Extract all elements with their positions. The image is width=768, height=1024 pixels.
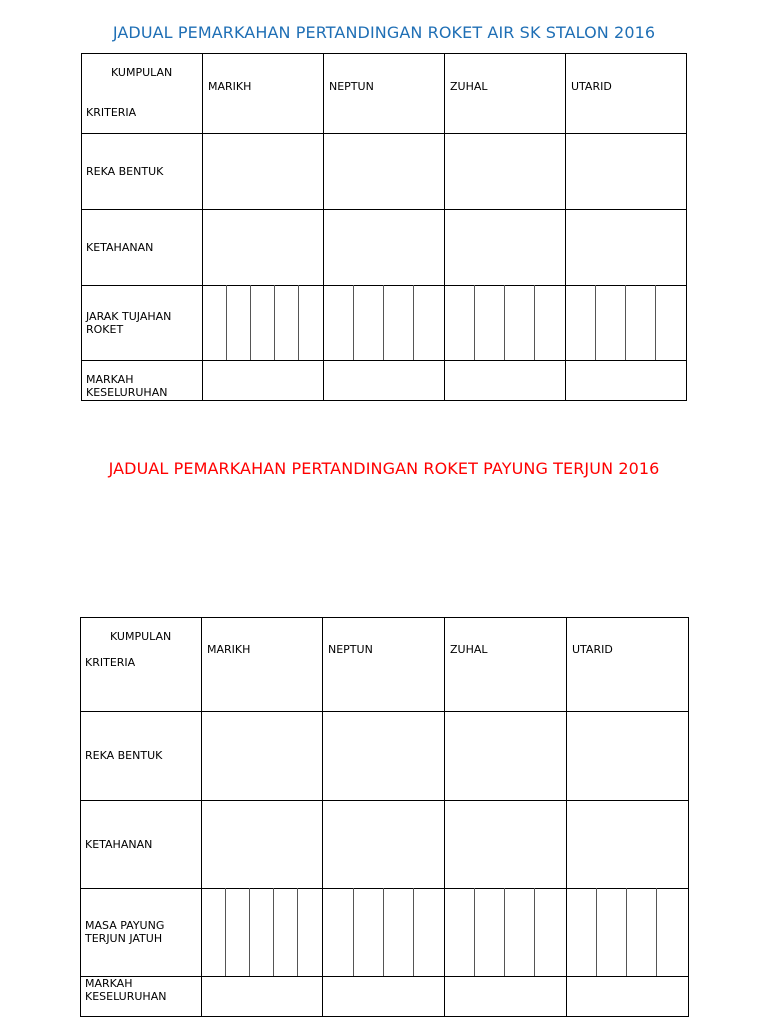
score-subcell-border: [626, 888, 627, 976]
table-column-border: [323, 53, 324, 401]
table-column-border: [80, 617, 81, 1017]
table-column-border: [81, 53, 82, 401]
score-subcell-border: [625, 285, 626, 360]
table2-title: JADUAL PEMARKAHAN PERTANDINGAN ROKET PAYUNG TERJUN 2016: [108, 459, 660, 478]
score-subcell-border: [504, 285, 505, 360]
table-row-border: [80, 888, 689, 889]
table-row-border: [80, 1016, 689, 1017]
score-subcell-border: [595, 285, 596, 360]
header-group-label: KUMPULAN: [110, 630, 172, 643]
score-subcell-border: [413, 285, 414, 360]
criteria-label-3: JARAK TUJAHAN ROKET: [86, 310, 172, 336]
team-header-neptun: NEPTUN: [328, 643, 373, 656]
team-header-zuhal: ZUHAL: [450, 643, 488, 656]
header-criteria-label: KRITERIA: [86, 106, 137, 119]
table-row-border: [81, 133, 687, 134]
table-column-border: [322, 617, 323, 1017]
table-row-border: [81, 360, 687, 361]
table1-title: JADUAL PEMARKAHAN PERTANDINGAN ROKET AIR SK STALON 2016: [112, 23, 656, 42]
score-subcell-border: [655, 285, 656, 360]
table-column-border: [686, 53, 687, 401]
score-subcell-border: [596, 888, 597, 976]
score-subcell-border: [274, 285, 275, 360]
score-subcell-border: [474, 888, 475, 976]
table-column-border: [566, 617, 567, 1017]
table-row-border: [80, 800, 689, 801]
criteria-label-3: MASA PAYUNG TERJUN JATUH: [85, 919, 165, 945]
score-subcell-border: [504, 888, 505, 976]
score-subcell-border: [353, 285, 354, 360]
table-column-border: [444, 617, 445, 1017]
table-row-border: [81, 209, 687, 210]
team-header-marikh: MARIKH: [208, 80, 252, 93]
table-column-border: [201, 617, 202, 1017]
criteria-label-4: MARKAH KESELURUHAN: [86, 373, 168, 399]
criteria-label-2: KETAHANAN: [86, 241, 154, 254]
score-subcell-border: [249, 888, 250, 976]
score-subcell-border: [383, 285, 384, 360]
score-subcell-border: [226, 285, 227, 360]
team-header-neptun: NEPTUN: [329, 80, 374, 93]
table-column-border: [565, 53, 566, 401]
criteria-label-4: MARKAH KESELURUHAN: [85, 977, 167, 1003]
team-header-zuhal: ZUHAL: [450, 80, 488, 93]
score-subcell-border: [534, 888, 535, 976]
team-header-utarid: UTARID: [572, 643, 613, 656]
score-subcell-border: [656, 888, 657, 976]
score-subcell-border: [353, 888, 354, 976]
criteria-label-1: REKA BENTUK: [85, 749, 163, 762]
table-row-border: [80, 617, 689, 618]
table-column-border: [444, 53, 445, 401]
team-header-utarid: UTARID: [571, 80, 612, 93]
team-header-marikh: MARIKH: [207, 643, 251, 656]
criteria-label-2: KETAHANAN: [85, 838, 153, 851]
table-row-border: [80, 711, 689, 712]
table-row-border: [80, 976, 689, 977]
table-row-border: [81, 400, 687, 401]
score-subcell-border: [413, 888, 414, 976]
score-subcell-border: [250, 285, 251, 360]
table-row-border: [81, 285, 687, 286]
header-criteria-label: KRITERIA: [85, 656, 136, 669]
score-subcell-border: [273, 888, 274, 976]
table-row-border: [81, 53, 687, 54]
score-subcell-border: [534, 285, 535, 360]
score-subcell-border: [298, 285, 299, 360]
table-column-border: [688, 617, 689, 1017]
score-subcell-border: [225, 888, 226, 976]
header-group-label: KUMPULAN: [111, 66, 173, 79]
criteria-label-1: REKA BENTUK: [86, 165, 164, 178]
score-subcell-border: [383, 888, 384, 976]
score-subcell-border: [474, 285, 475, 360]
score-subcell-border: [297, 888, 298, 976]
table-column-border: [202, 53, 203, 401]
